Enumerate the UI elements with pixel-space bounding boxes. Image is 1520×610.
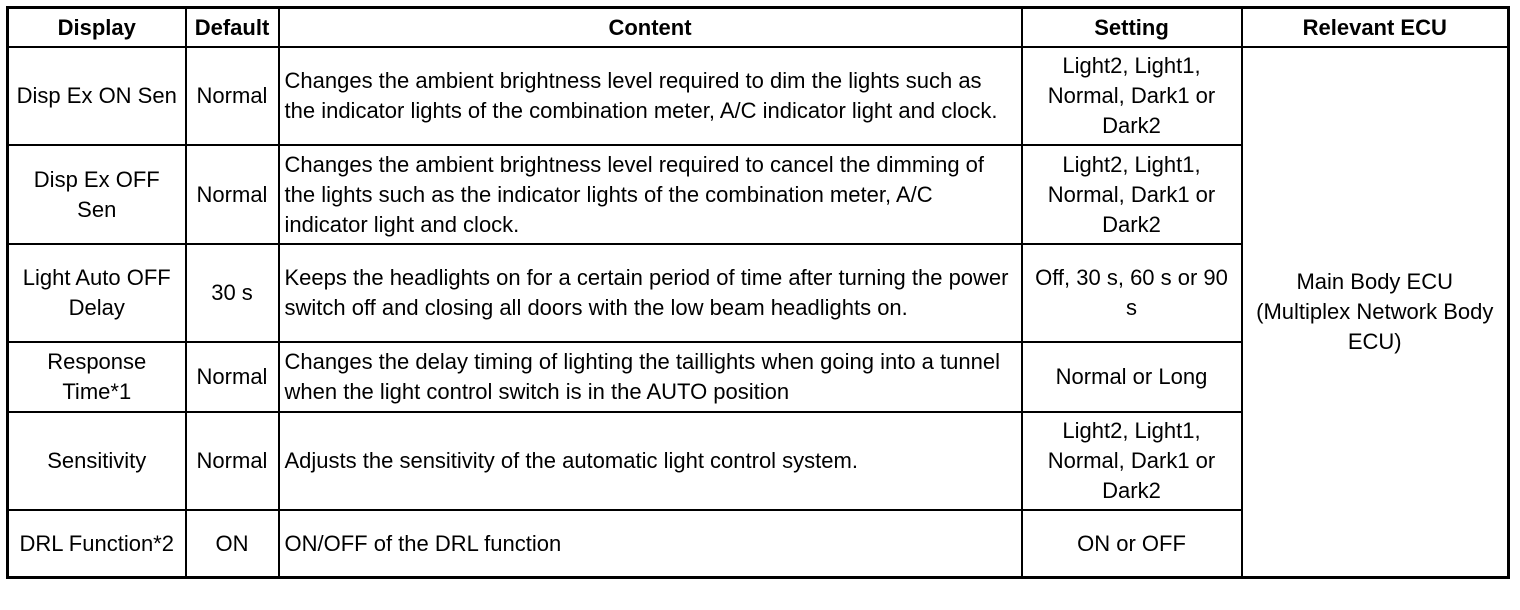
cell-display: Sensitivity	[8, 412, 186, 510]
header-display: Display	[8, 8, 186, 48]
cell-setting: Light2, Light1, Normal, Dark1 or Dark2	[1022, 412, 1242, 510]
cell-default: ON	[186, 510, 279, 578]
table-row	[8, 47, 1509, 145]
cell-display: Disp Ex OFF Sen	[8, 145, 186, 244]
cell-display: DRL Function*2	[8, 510, 186, 578]
cell-content: ON/OFF of the DRL function	[279, 510, 1022, 578]
cell-default: Normal	[186, 342, 279, 412]
header-content: Content	[279, 8, 1022, 48]
table-header-row	[8, 8, 1509, 48]
header-default: Default	[186, 8, 279, 48]
cell-content: Adjusts the sensitivity of the automatic light control system.	[279, 412, 1022, 510]
cell-content: Keeps the headlights on for a certain period of time after turning the power switch off and closing all doors with the low beam headlights on.	[279, 244, 1022, 342]
cell-default: Normal	[186, 412, 279, 510]
cell-display: Disp Ex ON Sen	[8, 47, 186, 145]
customize-table-wrapper	[6, 6, 1510, 579]
cell-setting: ON or OFF	[1022, 510, 1242, 578]
cell-content: Changes the ambient brightness level required to dim the lights such as the indicator lights of the combination meter, A/C indicator light and clock.	[279, 47, 1022, 145]
cell-setting: Normal or Long	[1022, 342, 1242, 412]
cell-default: 30 s	[186, 244, 279, 342]
customize-parameters-table	[6, 6, 1510, 579]
cell-setting: Light2, Light1, Normal, Dark1 or Dark2	[1022, 145, 1242, 244]
cell-setting: Light2, Light1, Normal, Dark1 or Dark2	[1022, 47, 1242, 145]
cell-default: Normal	[186, 145, 279, 244]
cell-relevant-ecu: Main Body ECU (Multiplex Network Body ECU)	[1242, 47, 1509, 578]
cell-setting: Off, 30 s, 60 s or 90 s	[1022, 244, 1242, 342]
header-relevant-ecu: Relevant ECU	[1242, 8, 1509, 48]
header-setting: Setting	[1022, 8, 1242, 48]
cell-display: Light Auto OFF Delay	[8, 244, 186, 342]
cell-content: Changes the delay timing of lighting the taillights when going into a tunnel when the light control switch is in the AUTO position	[279, 342, 1022, 412]
cell-content: Changes the ambient brightness level required to cancel the dimming of the lights such as the indicator lights of the combination meter, A/C indicator light and clock.	[279, 145, 1022, 244]
cell-display: Response Time*1	[8, 342, 186, 412]
cell-default: Normal	[186, 47, 279, 145]
